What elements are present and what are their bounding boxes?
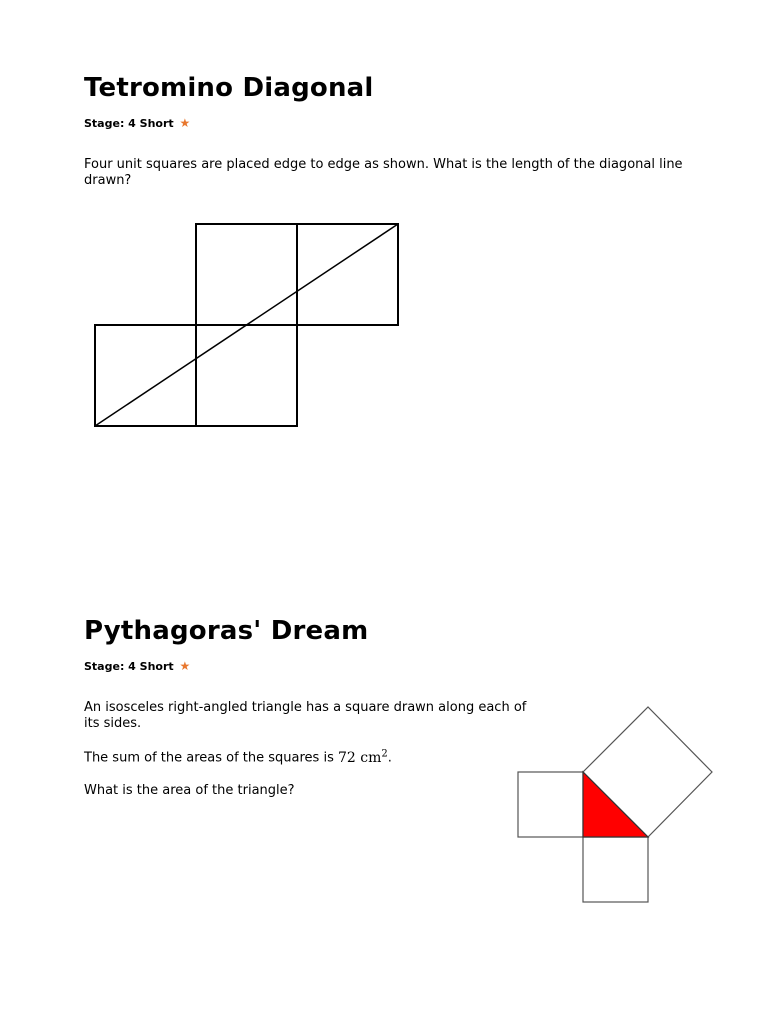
star-icon: ★ [179, 659, 191, 673]
unit-square-bottom-right [196, 325, 297, 426]
question-text-2 [84, 746, 534, 767]
pythagoras-figure [512, 703, 716, 907]
question-text-1: An isosceles right-angled triangle has a square drawn along each of its sides. [84, 700, 527, 731]
area-expression [338, 750, 388, 766]
stage-text: Stage: 4 Short [84, 660, 174, 673]
question-text: Four unit squares are placed edge to edge as shown. What is the length of the diagonal line drawn? [84, 157, 683, 188]
square-bottom-leg [583, 837, 648, 902]
area-value: 72 [337, 749, 356, 766]
unit-square-top-right [297, 224, 398, 325]
stage-text: Stage: 4 Short [84, 117, 174, 130]
area-exponent: 2 [381, 748, 388, 759]
tetromino-figure [90, 219, 404, 431]
question-text-3: What is the area of the triangle? [84, 782, 295, 798]
problem-title: Tetromino Diagonal [84, 73, 374, 103]
problem-title: Pythagoras' Dream [84, 616, 369, 646]
star-icon: ★ [179, 116, 191, 130]
stage-label [84, 116, 714, 131]
stage-label [84, 659, 534, 674]
unit-square-top-left [196, 224, 297, 325]
problem-tetromino-diagonal [84, 72, 714, 189]
isosceles-right-triangle [583, 772, 648, 837]
area-unit: cm [360, 749, 382, 766]
problem-pythagoras-dream [84, 615, 534, 799]
question-prefix: The sum of the areas of the squares is [84, 750, 338, 766]
question-suffix: . [387, 750, 392, 766]
square-left-leg [518, 772, 583, 837]
unit-square-bottom-left [95, 325, 196, 426]
